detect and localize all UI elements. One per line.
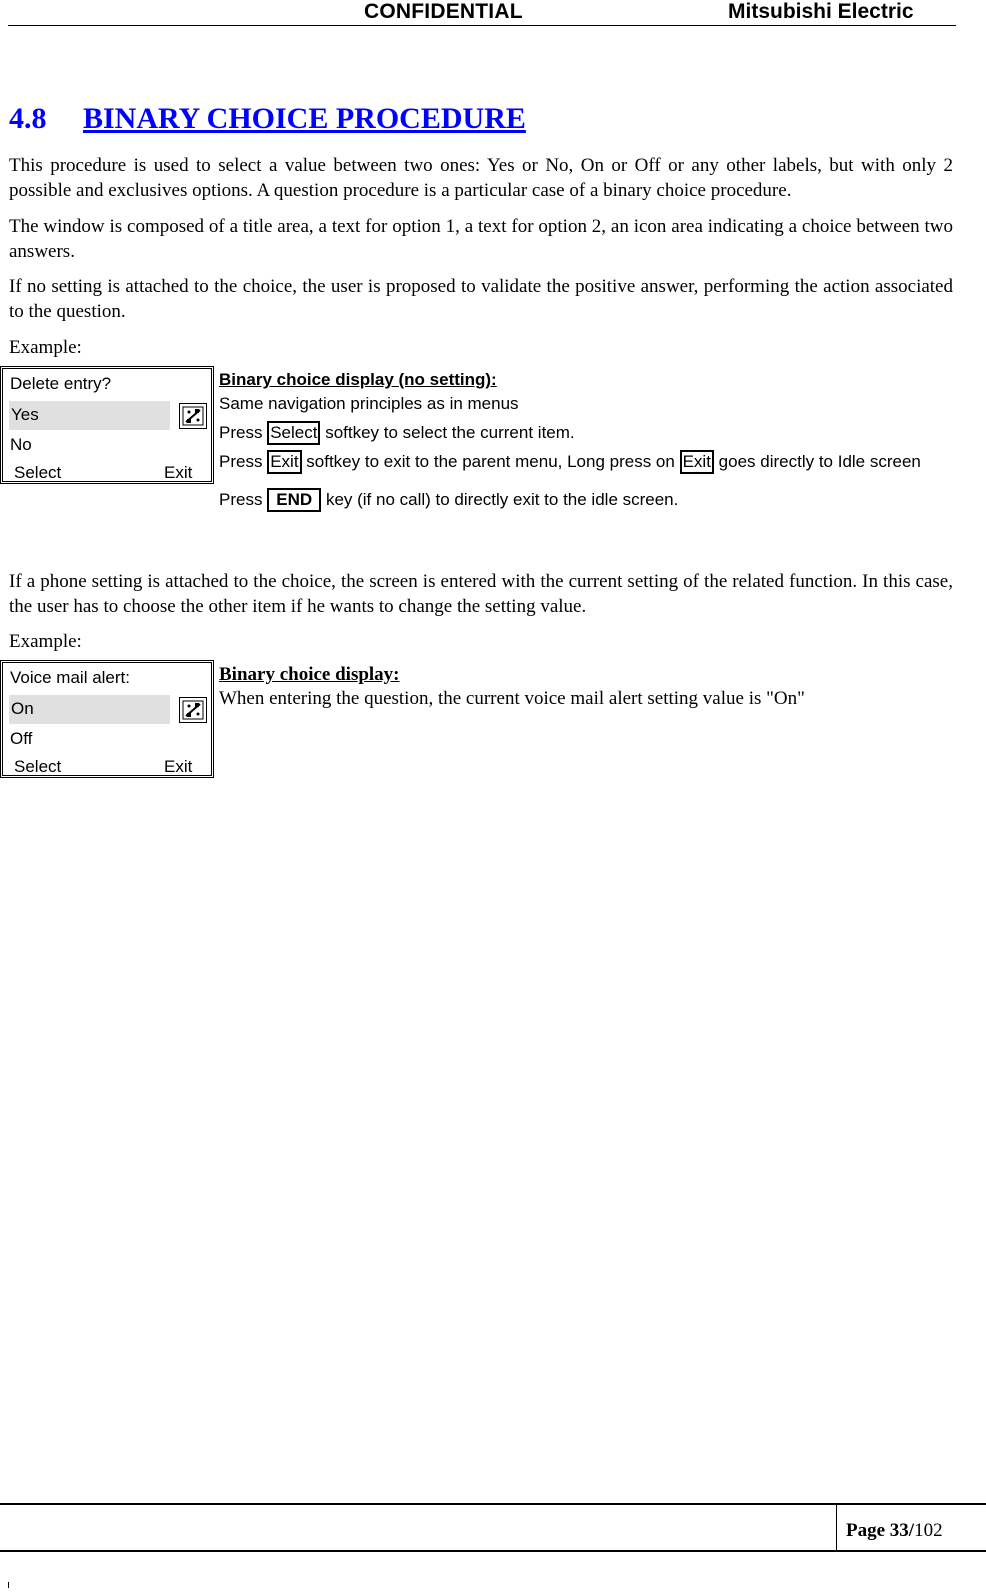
desc1-title <box>219 370 497 390</box>
paragraph-window: The window is composed of a title area, a text for option 1, a text for option 2, an icon area indicating a choice between two answers. <box>9 216 953 262</box>
paragraph-no-setting: If no setting is attached to the choice, the user is proposed to validate the positive answer, performing the action associated to the question. <box>9 276 953 322</box>
press-text: Press <box>219 490 263 509</box>
softkey-exit[interactable]: Exit <box>164 463 193 482</box>
choice-toggle-icon <box>179 403 207 429</box>
section-title: BINARY CHOICE PROCEDURE <box>83 102 526 135</box>
page-total: 102 <box>914 1520 943 1541</box>
softkey-select[interactable]: Select <box>14 757 62 776</box>
option-no: No <box>10 435 32 454</box>
choice-toggle-icon <box>179 697 207 723</box>
softkey-select[interactable]: Select <box>14 463 62 482</box>
end-key-desc: key (if no call) to directly exit to the idle screen. <box>325 490 679 509</box>
end-key: END <box>267 488 321 512</box>
desc2-title: Binary choice display: <box>219 664 400 685</box>
select-key-desc: softkey to select the current item. <box>325 423 575 442</box>
press-text: Press <box>219 452 263 471</box>
option-highlighted[interactable] <box>9 695 170 724</box>
paragraph-intro: This procedure is used to select a value between two ones: Yes or No, On or Off or any other labels, but with only 2 possible and exclusives options. A question procedure is a particular case of a binary choice procedure. <box>9 155 953 201</box>
desc1-line4 <box>219 488 678 512</box>
exit-long-desc: goes directly to Idle screen <box>718 452 921 471</box>
desc1-line1: Same navigation principles as in menus <box>219 394 519 413</box>
example-label-2: Example: <box>9 631 82 652</box>
section-number: 4.8 <box>9 102 47 135</box>
option-yes: Yes <box>11 405 39 424</box>
option-on: On <box>11 699 34 718</box>
press-text: Press <box>219 423 263 442</box>
footer-divider <box>836 1505 837 1550</box>
desc1-line3 <box>219 450 921 474</box>
confidential-label: CONFIDENTIAL <box>364 0 523 23</box>
screen-title: Voice mail alert: <box>10 668 130 687</box>
footer-mark <box>8 1582 9 1588</box>
screen-title: Delete entry? <box>10 374 112 393</box>
phone-screen-voice-mail-alert <box>0 660 214 778</box>
option-off: Off <box>10 729 33 748</box>
select-key: Select <box>267 421 320 445</box>
softkey-exit[interactable]: Exit <box>164 757 193 776</box>
section-heading[interactable] <box>9 102 526 136</box>
desc2-body: When entering the question, the current voice mail alert setting value is "On" <box>219 688 805 709</box>
company-name: Mitsubishi Electric <box>728 0 914 23</box>
page-number <box>846 1520 943 1542</box>
page-footer <box>0 1503 986 1552</box>
example-label-1: Example: <box>9 337 82 358</box>
page-label: Page 33/ <box>846 1520 915 1541</box>
page-header <box>8 0 956 26</box>
exit-key-desc: softkey to exit to the parent menu, Long press on <box>306 452 675 471</box>
phone-screen-delete-entry <box>0 366 214 484</box>
paragraph-with-setting: If a phone setting is attached to the choice, the screen is entered with the current setting of the related function. In this case, the user has to choose the other item if he wants to change the setting value. <box>9 571 953 617</box>
desc1-line2 <box>219 421 575 445</box>
option-highlighted[interactable] <box>9 401 170 430</box>
exit-key-long: Exit <box>680 450 714 474</box>
exit-key: Exit <box>267 450 301 474</box>
desc1-title-text: Binary choice display (no setting): <box>219 370 497 389</box>
